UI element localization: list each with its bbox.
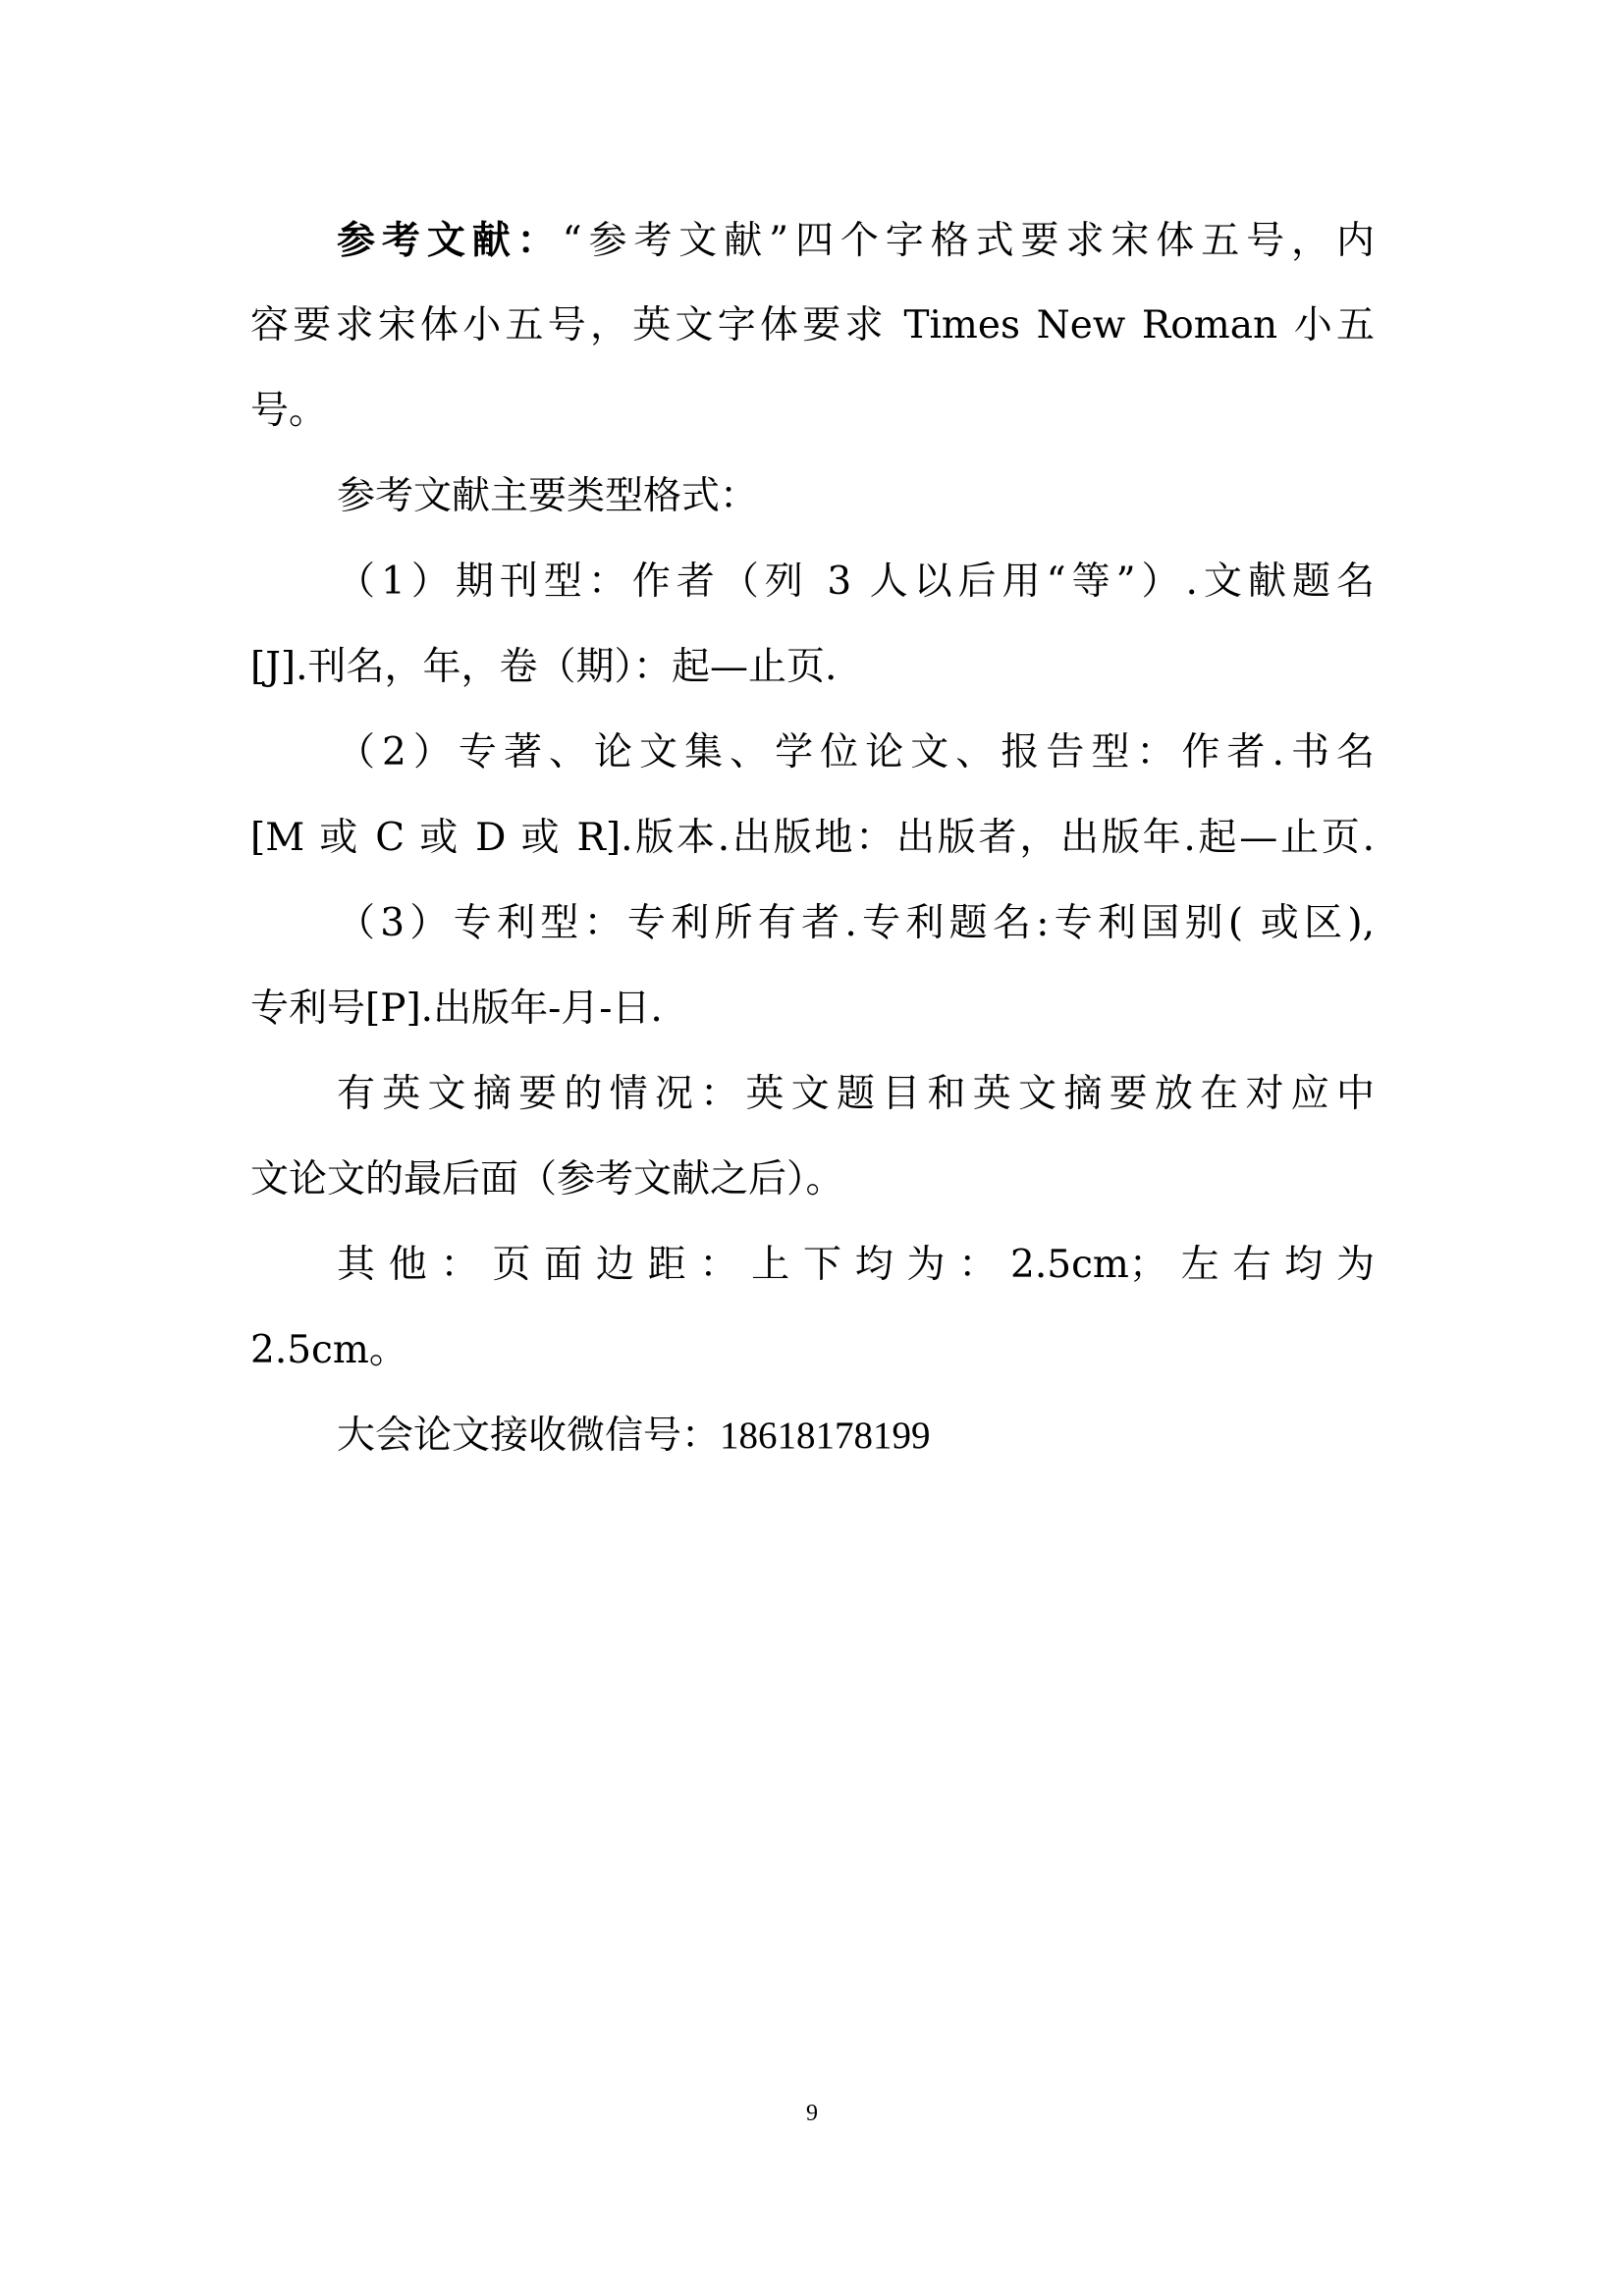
monograph-type-line-1: （2）专著、论文集、学位论文、报告型：作者.书名 <box>337 730 1375 774</box>
references-format-line-1 <box>250 214 1375 299</box>
page-number: 9 <box>806 2101 818 2126</box>
english-abstract-line-2: 文论文的最后面（参考文献之后）。 <box>250 1157 844 1201</box>
page-body <box>250 214 1375 1495</box>
patent-type-line-1: （3）专利型：专利所有者.专利题名:专利国别( 或区), <box>337 901 1375 945</box>
references-format-line-3: 号。 <box>250 389 328 433</box>
journal-type-line-2: [J].刊名，年，卷（期）：起—止页. <box>250 645 838 689</box>
wechat-line <box>250 1410 1375 1495</box>
margins-line-2: 2.5cm。 <box>250 1328 407 1372</box>
margins-line-1: 其他：页面边距：上下均为：2.5cm；左右均为 <box>337 1243 1375 1287</box>
references-label: 参考文献： <box>337 218 563 263</box>
patent-type-line-2: 专利号[P].出版年-月-日. <box>250 987 663 1031</box>
wechat-label: 大会论文接收微信号： <box>337 1414 721 1458</box>
english-abstract-line-1: 有英文摘要的情况：英文题目和英文摘要放在对应中 <box>337 1072 1375 1116</box>
monograph-type-line-2: [M 或 C 或 D 或 R].版本.出版地：出版者，出版年.起—止页. <box>250 816 1375 860</box>
reference-types-heading: 参考文献主要类型格式： <box>337 474 759 518</box>
references-format-text: “参考文献”四个字格式要求宋体五号，内 <box>562 219 1375 263</box>
references-format-line-2: 容要求宋体小五号，英文字体要求 Times New Roman 小五 <box>250 303 1375 347</box>
wechat-number: 18618178199 <box>720 1415 931 1457</box>
journal-type-line-1: （1）期刊型：作者（列 3 人以后用“等”）.文献题名 <box>337 560 1375 604</box>
